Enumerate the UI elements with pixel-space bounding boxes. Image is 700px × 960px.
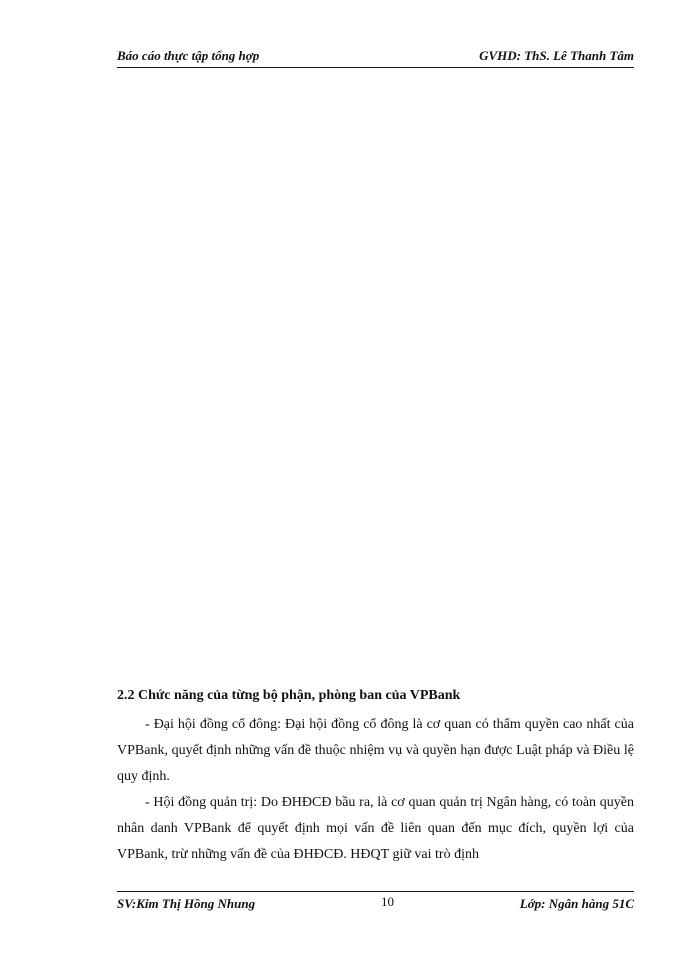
page-number: 10 [380,894,394,909]
page-header [117,48,634,68]
document-body [117,686,634,868]
header-advisor: GVHD: ThS. Lê Thanh Tâm [479,48,634,63]
footer-student: SV:Kim Thị Hồng Nhung [117,896,256,911]
header-report-title: Báo cáo thực tập tổng hợp [117,48,260,63]
paragraph-shareholders: - Đại hội đồng cổ đông: Đại hội đồng cổ đông là cơ quan có thẩm quyền cao nhất của VPBank, quyết định những vấn đề thuộc nhiệm vụ và quyền hạn được Luật pháp và Điều lệ quy định. [117,717,634,784]
footer-rule [117,891,634,892]
page-footer [117,896,634,912]
paragraph-board: - Hội đồng quản trị: Do ĐHĐCĐ bầu ra, là cơ quan quản trị Ngân hàng, có toàn quyền nhân danh VPBank để quyết định mọi vấn đề liên quan đến mục đích, quyền lợi của VPBank, trừ những vấn đề của ĐHĐCĐ. HĐQT giữ vai trò định [117,795,634,862]
section-heading: 2.2 Chức năng của từng bộ phận, phòng ban của VPBank [117,688,461,703]
footer-class: Lớp: Ngân hàng 51C [519,896,634,911]
